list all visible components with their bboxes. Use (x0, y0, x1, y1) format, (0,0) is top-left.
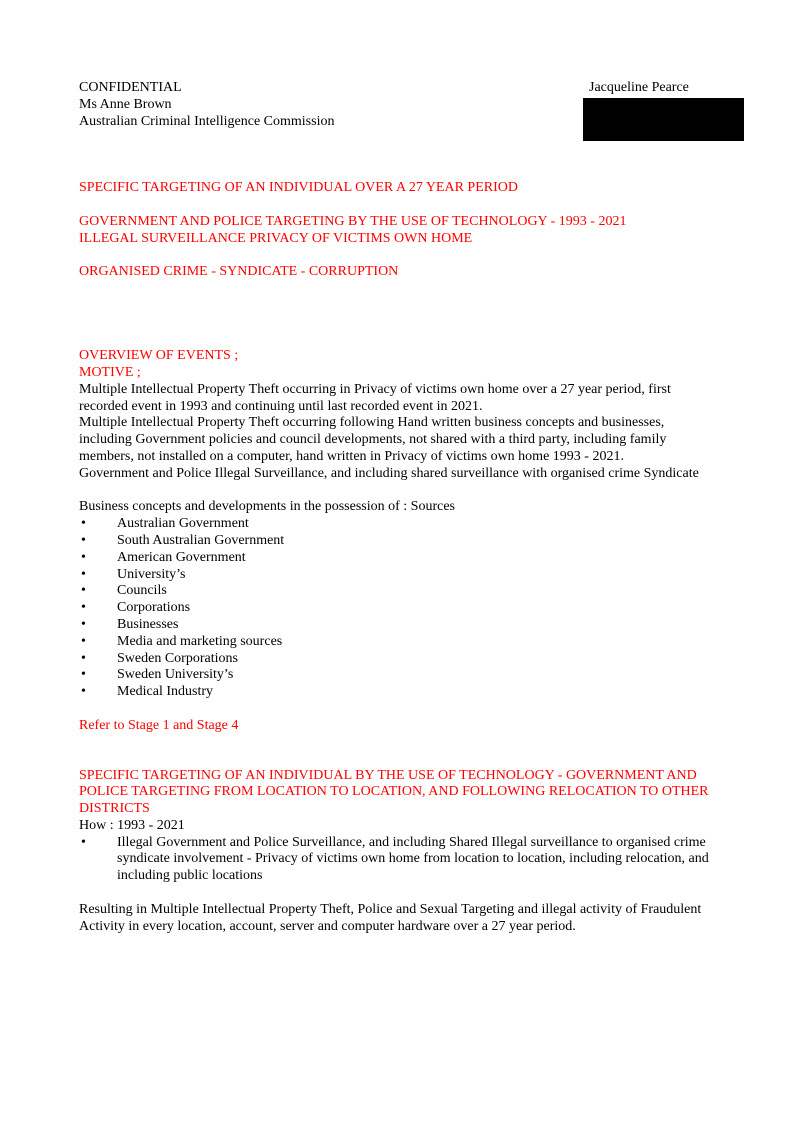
list-item: • Media and marketing sources (79, 634, 719, 651)
list-item: • South Australian Government (79, 533, 719, 550)
overview-title: OVERVIEW OF EVENTS ; (79, 348, 239, 364)
section2-heading: SPECIFIC TARGETING OF AN INDIVIDUAL BY THE USE OF TECHNOLOGY - GOVERNMENT AND POLICE TARGETING FROM LOCATION TO LOCATION, AND FOLLOWING RELOCATION TO OTHER DISTRICTS (79, 767, 709, 817)
address-line: Ms Anne Brown (79, 96, 172, 112)
recipient-address (79, 80, 719, 130)
overview-paragraph: Multiple Intellectual Property Theft occurring in Privacy of victims own home over a 27 year period, first recorded event in 1993 and continuing until last recorded event in 2021. (79, 381, 671, 414)
heading-government-police: GOVERNMENT AND POLICE TARGETING BY THE USE OF TECHNOLOGY - 1993 - 2021 (79, 213, 627, 229)
sender-name: Jacqueline Pearce (589, 80, 689, 95)
heading-specific-targeting: SPECIFIC TARGETING OF AN INDIVIDUAL OVER A 27 YEAR PERIOD (79, 180, 518, 196)
list-item: • Sweden University’s (79, 667, 719, 684)
heading-illegal-surveillance: ILLEGAL SURVEILLANCE PRIVACY OF VICTIMS OWN HOME (79, 230, 473, 246)
list-item: • Sweden Corporations (79, 651, 719, 668)
heading-organised-crime: ORGANISED CRIME - SYNDICATE - CORRUPTION (79, 264, 399, 280)
list-item: • Medical Industry (79, 684, 719, 701)
refer-note: Refer to Stage 1 and Stage 4 (79, 717, 239, 733)
result-paragraph: Resulting in Multiple Intellectual Property Theft, Police and Sexual Targeting and illegal activity of Fraudulent Activity in every location, account, server and computer hardware over a 27 year period. (79, 901, 702, 934)
document-body (79, 80, 719, 935)
list-item: • Australian Government (79, 516, 719, 533)
list-item: • Businesses (79, 617, 719, 634)
how-line: How : 1993 - 2021 (79, 817, 185, 833)
list-item: • Corporations (79, 600, 719, 617)
overview-paragraph: Multiple Intellectual Property Theft occurring following Hand written business concepts and businesses, including Government policies and council developments, not shared with a third party, including family members, not installed on a computer, hand written in Privacy of victims own home 1993 - 2021. (79, 415, 667, 464)
sources-list (79, 516, 719, 701)
overview-paragraph: Government and Police Illegal Surveillance, and including shared surveillance with organised crime Syndicate (79, 465, 699, 481)
address-line: Australian Criminal Intelligence Commission (79, 113, 335, 129)
list-item: • American Government (79, 550, 719, 567)
sources-intro: Business concepts and developments in the possession of : Sources (79, 499, 456, 515)
list-item: • University’s (79, 567, 719, 584)
how-list (79, 835, 719, 885)
motive-title: MOTIVE ; (79, 364, 141, 380)
list-item: • Councils (79, 583, 719, 600)
address-line: CONFIDENTIAL (79, 80, 182, 95)
list-item: • Illegal Government and Police Surveillance, and including Shared Illegal surveillance to organised crime syndicate involvement - Privacy of victims own home from location to location, including relocation, and including public locations (79, 835, 719, 885)
